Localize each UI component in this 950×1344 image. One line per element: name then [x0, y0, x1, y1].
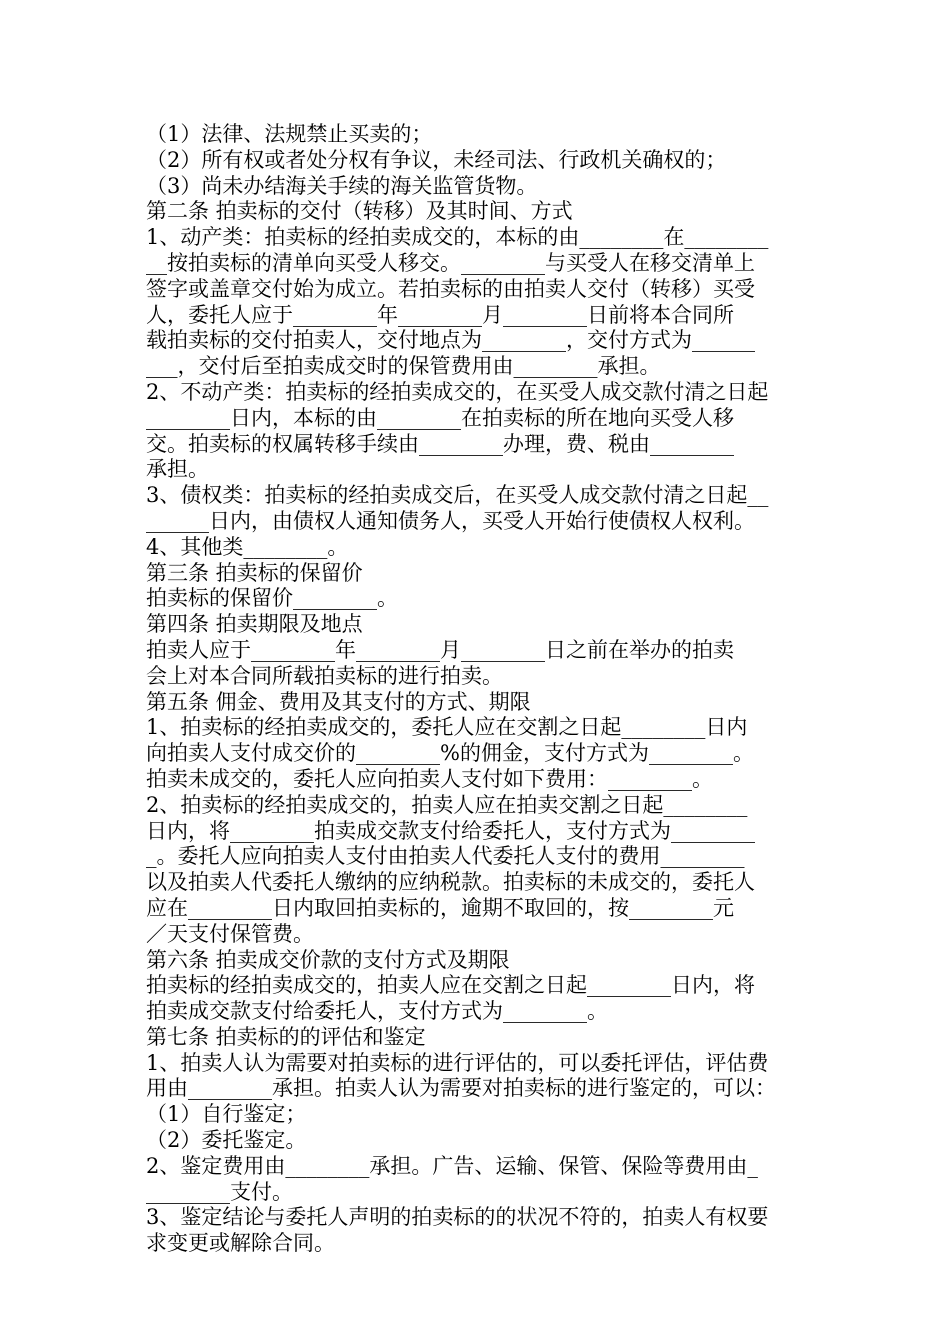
- text-line: ______日内，由债权人通知债务人，买受人开始行使债权人权利。: [146, 508, 755, 533]
- text-line: 用由________承担。拍卖人认为需要对拍卖标的进行鉴定的，可以：: [146, 1076, 776, 1101]
- text-line: 载拍卖标的交付拍卖人，交付地点为________，交付方式为______: [146, 328, 755, 353]
- text-line: 人，委托人应于________年________月________日前将本合同所: [146, 302, 734, 327]
- text-line: （1）法律、法规禁止买卖的；: [146, 122, 433, 146]
- text-line: 拍卖未成交的，委托人应向拍卖人支付如下费用：________。: [146, 766, 713, 791]
- text-line: 以及拍卖人代委托人缴纳的应纳税款。拍卖标的未成交的，委托人: [146, 870, 755, 895]
- article-heading: 第二条 拍卖标的交付（转移）及其时间、方式: [146, 199, 573, 224]
- text-line: 2、不动产类：拍卖标的经拍卖成交的，在买受人成交款付清之日起: [146, 379, 769, 404]
- text-line: 2、拍卖标的经拍卖成交的，拍卖人应在拍卖交割之日起________: [146, 792, 748, 817]
- text-line: 求变更或解除合同。: [146, 1231, 335, 1256]
- text-line: 签字或盖章交付始为成立。若拍卖标的由拍卖人交付（转移）买受: [146, 276, 755, 301]
- text-line: 1、拍卖标的经拍卖成交的，委托人应在交割之日起________日内: [146, 715, 748, 740]
- text-line: 4、其他类________。: [146, 534, 349, 559]
- text-line: （1）自行鉴定；: [146, 1102, 307, 1127]
- text-line: 拍卖标的经拍卖成交的，拍卖人应在交割之日起________日内，将: [146, 973, 755, 998]
- text-line: 应在________日内取回拍卖标的，逾期不取回的，按________元: [146, 895, 734, 920]
- article-heading: 第三条 拍卖标的保留价: [146, 560, 363, 585]
- text-line: （2）委托鉴定。: [146, 1128, 307, 1153]
- article-heading: 第六条 拍卖成交价款的支付方式及期限: [146, 947, 510, 972]
- text-line: （2）所有权或者处分权有争议，未经司法、行政机关确权的；: [146, 147, 727, 172]
- text-line: 2、鉴定费用由________承担。广告、运输、保管、保险等费用由_: [146, 1153, 758, 1178]
- text-line: 3、债权类：拍卖标的经拍卖成交后，在买受人成交款付清之日起__: [146, 483, 769, 508]
- text-line: ___，交付后至拍卖成交时的保管费用由________承担。: [146, 354, 661, 379]
- text-line: 拍卖人应于________年________月________日之前在举办的拍卖: [146, 637, 734, 662]
- text-line: 交。拍卖标的权属转移手续由________办理，费、税由________: [146, 431, 734, 456]
- text-line: 会上对本合同所载拍卖标的进行拍卖。: [146, 663, 503, 688]
- text-line: ／天支付保管费。: [146, 921, 314, 946]
- text-line: 日内，将________拍卖成交款支付给委托人，支付方式为________: [146, 818, 755, 843]
- article-heading: 第四条 拍卖期限及地点: [146, 612, 363, 637]
- article-heading: 第七条 拍卖标的的评估和鉴定: [146, 1024, 426, 1049]
- text-line: （3）尚未办结海关手续的海关监管货物。: [146, 173, 538, 198]
- text-line: 向拍卖人支付成交价的________%的佣金，支付方式为________。: [146, 741, 754, 766]
- text-line: 拍卖成交款支付给委托人，支付方式为________。: [146, 999, 608, 1024]
- text-line: __按拍卖标的清单向买受人移交。________与买受人在移交清单上: [146, 250, 755, 275]
- document-body: [146, 122, 818, 1257]
- article-heading: 第五条 佣金、费用及其支付的方式、期限: [146, 689, 531, 714]
- text-line: 承担。: [146, 457, 209, 482]
- text-line: 1、动产类：拍卖标的经拍卖成交的，本标的由________在________: [146, 225, 769, 250]
- text-line: 拍卖标的保留价________。: [146, 586, 398, 611]
- text-line: 1、拍卖人认为需要对拍卖标的进行评估的，可以委托评估，评估费: [146, 1050, 769, 1075]
- text-line: _。委托人应向拍卖人支付由拍卖人代委托人支付的费用________: [146, 844, 745, 869]
- text-line: 3、鉴定结论与委托人声明的拍卖标的的状况不符的，拍卖人有权要: [146, 1205, 769, 1230]
- text-line: ________日内，本标的由________在拍卖标的所在地向买受人移: [146, 405, 734, 430]
- text-line: ________支付。: [146, 1179, 293, 1204]
